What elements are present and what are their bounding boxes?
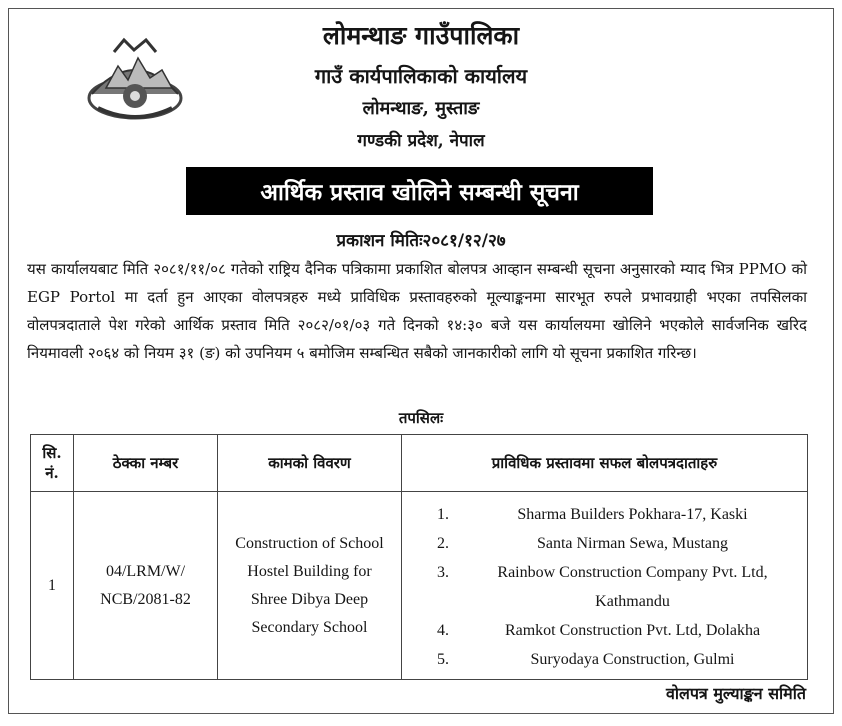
contract-no-line1: 04/LRM/W/ xyxy=(105,562,186,580)
work-description-text: Construction of School Hostel Building for Shree Dibya Deep Secondary School xyxy=(235,534,384,636)
cell-contract-no xyxy=(74,492,218,680)
header-successful-bidders: प्राविधिक प्रस्तावमा सफल बोलपत्रदाताहरु xyxy=(402,435,808,492)
list-item: 1. Sharma Builders Pokhara-17, Kaski xyxy=(453,500,806,529)
list-item: 4. Ramkot Construction Pvt. Ltd, Dolakha xyxy=(453,616,806,645)
publication-date: प्रकाशन मितिः२०८१/१२/२७ xyxy=(336,231,506,251)
header-sn-line2: नं. xyxy=(45,464,59,482)
table-header-row xyxy=(31,435,808,492)
header-work-description: कामको विवरण xyxy=(218,435,402,492)
committee-signature: वोलपत्र मुल्याङ्कन समिति xyxy=(665,684,806,703)
cell-sn: 1 xyxy=(31,492,74,680)
list-item: 2. Santa Nirman Sewa, Mustang xyxy=(453,529,806,558)
municipality-name: लोमन्थाङ गाउँपालिका xyxy=(322,21,520,50)
header-sn-line1: सि. xyxy=(42,444,62,462)
table-row xyxy=(31,492,808,680)
contract-no-line2: NCB/2081-82 xyxy=(100,590,191,608)
notice-title: आर्थिक प्रस्ताव खोलिने सम्बन्धी सूचना xyxy=(186,167,653,215)
bidder-table xyxy=(30,434,808,680)
bidder-list xyxy=(403,500,806,674)
office-location: लोमन्थाङ, मुस्ताङ xyxy=(362,98,480,119)
province-name: गण्डकी प्रदेश, नेपाल xyxy=(357,131,485,151)
header-sn xyxy=(31,435,74,492)
list-item: 3. Rainbow Construction Company Pvt. Ltd, Kathmandu xyxy=(453,558,806,616)
details-label: तपसिलः xyxy=(398,409,444,427)
header-contract-no: ठेक्का नम्बर xyxy=(74,435,218,492)
cell-bidders xyxy=(402,492,808,680)
notice-body: यस कार्यालयबाट मिति २०८१/११/०८ गतेको राष्ट्रिय दैनिक पत्रिकामा प्रकाशित बोलपत्र आव्हान सम्बन्धी सूचना अनुसारको म्याद भित्र PPMO को EGP Portol मा दर्ता हुन आएका वोलपत्रहरु मध्ये प्राविधिक प्रस्तावहरुको मूल्याङ्कनमा सारभूत रुपले प्रभावग्राही भएका तपसिलका वोलपत्रदाताले पेश गरेको आर्थिक प्रस्ताव मिति २०८२/०१/०३ गते दिनको १४:३० बजे यस कार्यालयमा खोलिने भएकोले सार्वजनिक खरिद नियमावली २०६४ को नियम ३१ (ङ) को उपनियम ५ बमोजिम सम्बन्धित सबैको जानकारीको लागि यो सूचना प्रकाशित गरिन्छ। xyxy=(27,260,807,362)
office-name: गाउँ कार्यपालिकाको कार्यालय xyxy=(314,64,528,88)
list-item: 5. Suryodaya Construction, Gulmi xyxy=(453,645,806,674)
cell-work-description xyxy=(218,492,402,680)
